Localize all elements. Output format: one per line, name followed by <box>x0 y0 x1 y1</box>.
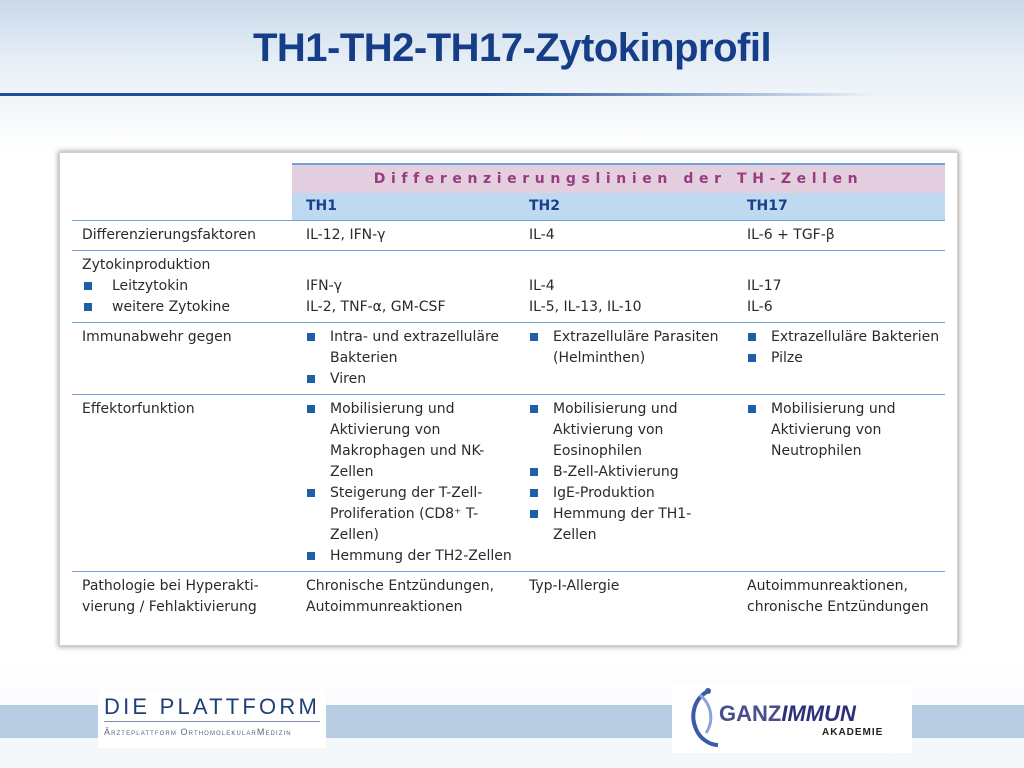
row-label: Differenzierungsfaktoren <box>72 221 292 251</box>
list-item: B-Zell-Aktivierung <box>523 462 733 483</box>
list-item: Hemmung der TH2-Zellen <box>300 546 515 567</box>
list-item: Steigerung der T-Zell-Proliferation (CD8⁺ T-Zellen) <box>300 483 515 546</box>
logo-wordmark-b: IMMUN <box>781 701 856 726</box>
table-cell <box>733 395 945 572</box>
table-row-zytokinproduktion <box>72 251 945 323</box>
table-cell: IL-12, IFN-γ <box>292 221 515 251</box>
list-item: Mobilisierung und Aktivierung von Eosinophilen <box>523 399 733 462</box>
cell-line: Autoimmunreaktionen <box>306 599 463 615</box>
table-cell <box>292 323 515 395</box>
table-cell <box>515 251 733 323</box>
ganzimmun-swirl-icon <box>686 687 722 749</box>
list-item: IgE-Produktion <box>523 483 733 504</box>
row-label-line: Pathologie bei Hyperakti- <box>82 578 259 594</box>
table-cell <box>292 572 515 623</box>
cytokine-table <box>72 163 945 622</box>
table-cell: Typ-I-Allergie <box>515 572 733 623</box>
row-label: Zytokinproduktion <box>82 257 211 273</box>
table-row-immunabwehr <box>72 323 945 395</box>
logo-wordmark-a: GANZ <box>719 701 782 726</box>
page-title: TH1-TH2-TH17-Zytokinprofil <box>252 26 772 70</box>
list-item: Mobilisierung und Aktivierung von Neutrophilen <box>741 399 945 462</box>
table-row-effektorfunktion <box>72 395 945 572</box>
cell-line: Chronische Entzündungen, <box>306 578 495 594</box>
cell-line: IL-6 <box>747 299 773 315</box>
row-sublabels <box>82 276 292 318</box>
logo-wordmark <box>719 701 856 727</box>
row-label: Effektorfunktion <box>72 395 292 572</box>
table-super-header: Differenzierungslinien der TH-Zellen <box>292 164 945 193</box>
cell-line: chronische Entzündungen <box>747 599 929 615</box>
sublabel-weitere-zytokine: weitere Zytokine <box>82 297 292 318</box>
sublabel-leitzytokin: Leitzytokin <box>82 276 292 297</box>
table-row-pathologie <box>72 572 945 623</box>
row-label <box>72 572 292 623</box>
table-cell <box>733 251 945 323</box>
table-cell <box>292 395 515 572</box>
table-cell <box>515 395 733 572</box>
list-item: Viren <box>300 369 515 390</box>
logo-subtitle: Ärzteplattform OrthomolekularMedizin <box>104 727 292 737</box>
list-item: Extrazelluläre Parasiten (Helminthen) <box>523 327 733 369</box>
table-cell: IL-4 <box>515 221 733 251</box>
ganzimmun-logo <box>672 683 912 753</box>
list-item: Mobilisierung und Aktivierung von Makrophagen und NK-Zellen <box>300 399 515 483</box>
title-underline <box>0 93 880 96</box>
cell-line: IL-5, IL-13, IL-10 <box>529 299 642 315</box>
row-label: Immunabwehr gegen <box>72 323 292 395</box>
list-item: Pilze <box>741 348 945 369</box>
row-label-group <box>72 251 292 323</box>
column-header-th17: TH17 <box>733 193 945 221</box>
table-corner-cell-2 <box>72 193 292 221</box>
table-cell <box>733 572 945 623</box>
column-header-th1: TH1 <box>292 193 515 221</box>
table-corner-cell <box>72 164 292 193</box>
table-row-differenzierung <box>72 221 945 251</box>
list-item: Hemmung der TH1-Zellen <box>523 504 733 546</box>
table-cell: IL-6 + TGF-β <box>733 221 945 251</box>
cell-line: IFN-γ <box>306 278 342 294</box>
list-item: Intra- und extrazelluläre Bakterien <box>300 327 515 369</box>
table-cell <box>733 323 945 395</box>
logo-main-text: DIE PLATTFORM <box>104 694 320 719</box>
table-cell <box>515 323 733 395</box>
table-cell <box>292 251 515 323</box>
row-label-line: vierung / Fehlaktivierung <box>82 599 257 615</box>
column-header-th2: TH2 <box>515 193 733 221</box>
cell-line: IL-2, TNF-α, GM-CSF <box>306 299 446 315</box>
cell-line: Autoimmunreaktionen, <box>747 578 908 594</box>
logo-divider <box>104 721 320 722</box>
list-item: Extrazelluläre Bakterien <box>741 327 945 348</box>
die-plattform-logo <box>98 690 326 748</box>
cytokine-table-image <box>59 152 958 646</box>
table-super-header-row <box>72 164 945 193</box>
cell-line: IL-17 <box>747 278 782 294</box>
cell-line: IL-4 <box>529 278 555 294</box>
table-header-row <box>72 193 945 221</box>
logo-akademie: AKADEMIE <box>822 727 884 738</box>
